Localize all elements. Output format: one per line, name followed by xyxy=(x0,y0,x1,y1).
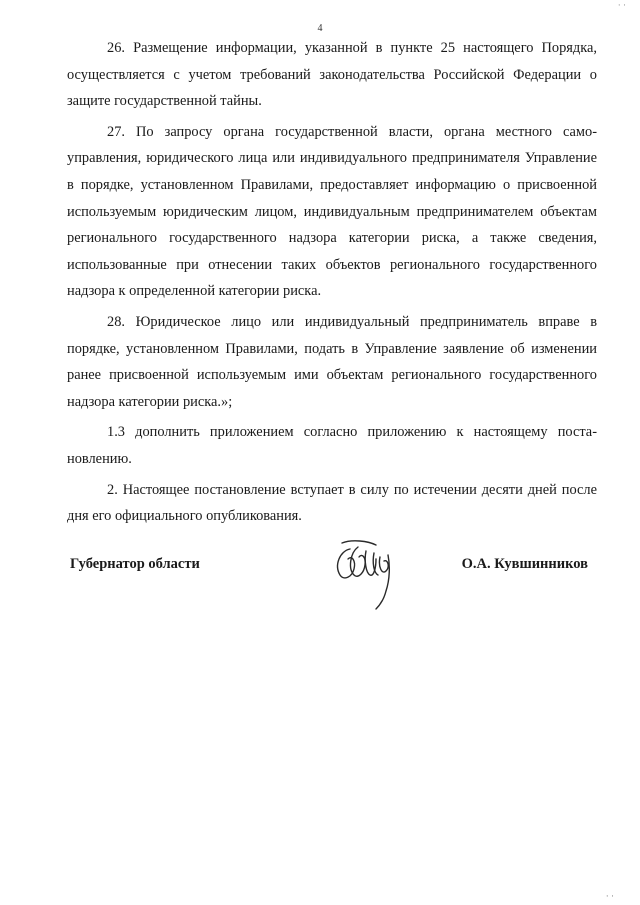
page-number: 4 xyxy=(317,23,323,34)
paragraph-26: 26. Размещение информации, указанной в пункте 25 настоящего Порядка, осуществляется с учетом требований законодательства Российской Федерации о защите государственной тайны. xyxy=(67,40,597,110)
paragraph-27: 27. По запросу органа государственной власти, органа местного самоуправления, юридического лица или индивидуального предпринимателя Управление в порядке, установленном Правилами, предоставляет информацию о присвоенной используемым юридическим лицом, индивидуальным предпринимателем объектам регионального государственного надзора категории риска, а также сведения, использованные при отнесении таких объектов регионального государственного надзора к определенной категории риска. xyxy=(67,123,597,300)
corner-mark: · · xyxy=(617,0,626,10)
handwritten-signature xyxy=(328,535,408,613)
signatory-title: Губернатор области xyxy=(70,556,200,572)
paragraph-1-3: 1.3 дополнить приложением согласно приложению к настоящему постановлению. xyxy=(67,424,597,467)
document-body xyxy=(67,35,597,530)
bottom-mark: · · xyxy=(605,891,614,901)
paragraph-2: 2. Настоящее постановление вступает в силу по истечении десяти дней после дня его официального опубликования. xyxy=(67,481,597,525)
signatory-name: О.А. Кувшинников xyxy=(461,556,588,572)
signature-block xyxy=(70,540,590,620)
paragraph-28: 28. Юридическое лицо или индивидуальный предприниматель вправе в порядке, установленном Правилами, подать в Управление заявление об изменении ранее присвоенной используемым ими объектам регионального государственного надзора категории риска.»; xyxy=(67,313,597,410)
